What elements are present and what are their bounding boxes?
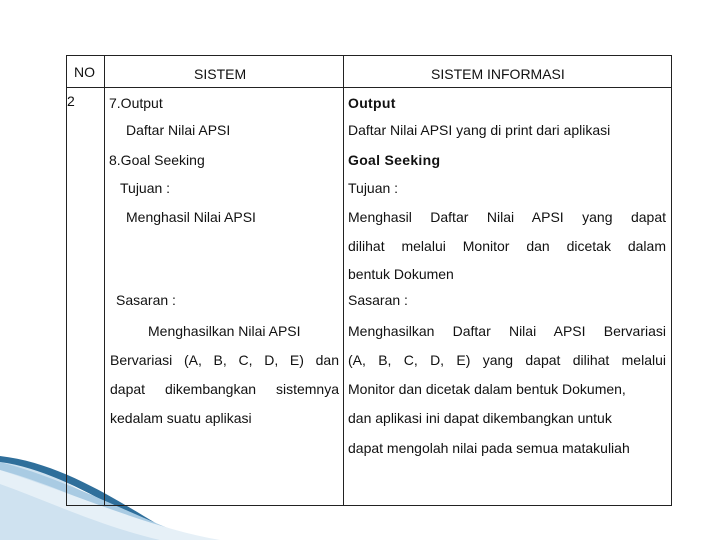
si-goal-title: Goal Seeking bbox=[348, 152, 441, 168]
sistem-output-text: Daftar Nilai APSI bbox=[126, 122, 231, 138]
sistem-output-title: 7.Output bbox=[109, 95, 163, 111]
si-tujuan-line-3: bentuk Dokumen bbox=[348, 266, 454, 282]
si-sasaran-line-4: dan aplikasi ini dapat dikembangkan untuk bbox=[348, 410, 612, 426]
sistem-sasaran-line-4: kedalam suatu aplikasi bbox=[110, 410, 252, 426]
si-output-title: Output bbox=[348, 95, 396, 111]
si-sasaran-label: Sasaran : bbox=[348, 292, 408, 308]
header-sistem-informasi: SISTEM INFORMASI bbox=[431, 66, 565, 82]
header-sistem: SISTEM bbox=[194, 66, 247, 82]
sistem-tujuan-label: Tujuan : bbox=[120, 180, 171, 196]
column-divider-no bbox=[104, 55, 105, 506]
table-left-border bbox=[66, 55, 67, 506]
sistem-sasaran-label: Sasaran : bbox=[116, 292, 176, 308]
header-no: NO bbox=[74, 64, 95, 80]
column-divider-sistem bbox=[343, 55, 344, 506]
si-tujuan-line-1: Menghasil Daftar Nilai APSI yang dapat bbox=[348, 209, 666, 225]
si-tujuan-label: Tujuan : bbox=[348, 180, 399, 196]
table-header-divider bbox=[66, 87, 672, 88]
sistem-sasaran-line-1: Menghasilkan Nilai APSI bbox=[148, 323, 301, 339]
si-tujuan-line-2: dilihat melalui Monitor dan dicetak dalam bbox=[348, 238, 666, 254]
sistem-sasaran-line-3: dapat dikembangkan sistemnya bbox=[110, 381, 339, 397]
si-sasaran-line-1: Menghasilkan Daftar Nilai APSI Bervariasi bbox=[348, 323, 666, 339]
table-top-border bbox=[66, 55, 672, 56]
sistem-sasaran-line-2: Bervariasi (A, B, C, D, E) dan bbox=[110, 352, 339, 368]
row-number: 2 bbox=[67, 93, 75, 109]
si-sasaran-line-2: (A, B, C, D, E) yang dapat dilihat melalui bbox=[348, 352, 666, 368]
si-sasaran-line-5: dapat mengolah nilai pada semua matakuliah bbox=[348, 440, 630, 456]
table-right-border bbox=[671, 55, 672, 506]
sistem-tujuan-text: Menghasil Nilai APSI bbox=[126, 209, 256, 225]
table-bottom-border bbox=[66, 505, 672, 506]
sistem-goal-title: 8.Goal Seeking bbox=[109, 152, 205, 168]
si-sasaran-line-3: Monitor dan dicetak dalam bentuk Dokumen, bbox=[348, 381, 626, 397]
si-output-text: Daftar Nilai APSI yang di print dari aplikasi bbox=[348, 122, 611, 138]
